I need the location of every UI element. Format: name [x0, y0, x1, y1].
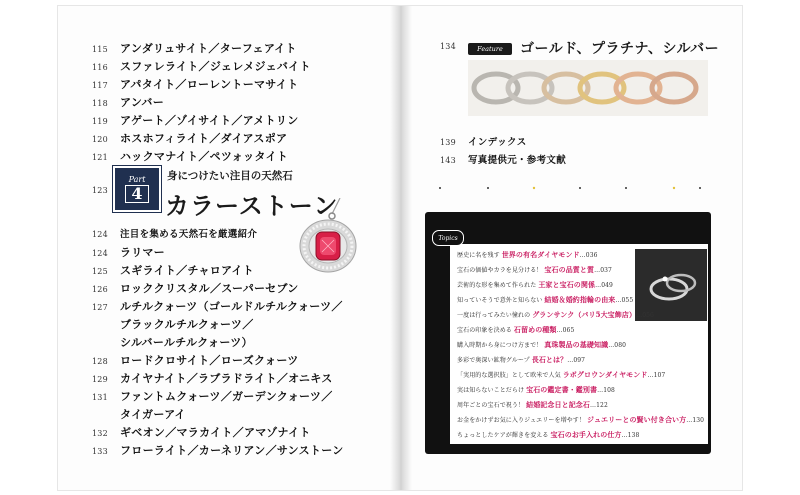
topic-highlight: 長石とは？: [531, 355, 568, 364]
ruby-pendant-image: [288, 198, 368, 278]
toc-entry-page: 117: [92, 81, 108, 90]
topic-lead: 購入時期から身につけ方まで！: [457, 342, 543, 349]
toc-entry-title: アンダリュサイト／ターフェアイト: [120, 42, 297, 55]
topic-lead: 知っていそうで意外と知らない: [457, 297, 543, 304]
toc-entry-title: タイガーアイ: [120, 408, 186, 421]
toc-entry[interactable]: [92, 76, 298, 92]
toc-entry-page: 131: [92, 393, 108, 402]
toc-entry-title: フローライト／カーネリアン／サンストーン: [120, 444, 344, 457]
toc-entry-title: ラリマー: [120, 246, 165, 259]
topic-row[interactable]: [457, 265, 612, 275]
toc-entry-title: インデックス: [468, 137, 527, 148]
toc-entry-page: 116: [92, 63, 108, 72]
toc-entry-title: ロッククリスタル／スーパーセブン: [120, 282, 299, 295]
feature-badge: Feature: [468, 43, 512, 55]
toc-entry[interactable]: [92, 388, 333, 404]
part-badge: [113, 166, 161, 212]
topic-lead: 芸術的な形を集めて作られた: [457, 282, 537, 289]
topic-page: …130: [686, 417, 705, 424]
topic-page: …122: [590, 402, 608, 409]
toc-entry[interactable]: [92, 370, 333, 386]
toc-entry-page: 143: [440, 156, 456, 165]
toc-entry[interactable]: [92, 148, 288, 164]
topic-highlight: 真珠製品の基礎知識: [544, 340, 609, 349]
toc-entry-title: スファレライト／ジェレメジェバイト: [120, 60, 311, 73]
feature-title[interactable]: ゴールド、プラチナ、シルバー: [520, 41, 720, 57]
topic-highlight: 宝石の品質と質: [544, 265, 595, 274]
topic-lead: 一度は行ってみたい憧れの: [457, 312, 531, 319]
toc-entry[interactable]: [92, 298, 343, 314]
toc-entry[interactable]: [92, 40, 297, 56]
toc-entry-title: 注目を集める天然石を厳選紹介: [120, 229, 258, 240]
toc-entry[interactable]: [92, 352, 299, 368]
topic-page: …036: [579, 252, 598, 259]
toc-entry-page: 119: [92, 117, 108, 126]
rings-image: [468, 60, 708, 116]
decorative-dot-rule: [430, 186, 710, 190]
topic-highlight: 王家と宝石の関係: [538, 280, 596, 289]
topic-highlight: 宝石の鑑定書・鑑別書: [526, 385, 598, 394]
topic-lead: 歴史に名を残す: [457, 252, 500, 259]
toc-entry-page: 129: [92, 375, 108, 384]
toc-entry-title: ホスホフィライト／ダイアスポア: [120, 132, 288, 145]
toc-entry-page: 123: [92, 186, 108, 195]
topic-lead: 実は知らないことだらけ: [457, 387, 525, 394]
topic-row[interactable]: [457, 325, 574, 335]
topic-row[interactable]: [457, 385, 615, 395]
toc-entry[interactable]: [92, 94, 164, 110]
part-title[interactable]: カラーストーン: [165, 191, 339, 220]
topic-page: …097: [567, 357, 586, 364]
topic-row[interactable]: [457, 400, 608, 410]
toc-entry-continued: [92, 316, 254, 332]
topic-row[interactable]: [457, 355, 585, 365]
toc-entry[interactable]: [92, 112, 299, 128]
toc-entry-title: シルバールチルクォーツ）: [120, 336, 253, 349]
toc-entry-page: 120: [92, 135, 108, 144]
toc-entry-page: 121: [92, 153, 108, 162]
toc-entry-title: ファントムクォーツ／ガーデンクォーツ／: [120, 390, 333, 403]
toc-entry[interactable]: [92, 58, 311, 74]
toc-entry-title: ブラックルチルクォーツ／: [120, 318, 254, 331]
toc-entry-page: 124: [92, 249, 108, 258]
toc-entry-page: 127: [92, 303, 108, 312]
topic-lead: 宝石の印象を決める: [457, 327, 512, 334]
toc-entry-continued: [92, 334, 253, 350]
topic-highlight: 石留めの種類: [513, 325, 557, 334]
toc-entry-page: 132: [92, 429, 108, 438]
topic-page: …049: [595, 282, 613, 289]
topics-badge: Topics: [432, 230, 464, 246]
topic-page: …055: [615, 297, 634, 304]
toc-entry-page: 124: [92, 230, 108, 239]
topic-highlight: ジュエリーとの賢い付き合い方: [586, 415, 687, 424]
toc-entry[interactable]: [92, 262, 254, 278]
toc-entry[interactable]: [92, 442, 344, 458]
toc-entry[interactable]: [440, 134, 527, 148]
topic-lead: 周年ごとの宝石で祝う！: [457, 402, 525, 409]
toc-entry-title: ルチルクォーツ（ゴールドルチルクォーツ／: [120, 300, 343, 313]
topic-page: …107: [647, 372, 666, 379]
toc-entry-title: 写真提供元・参考文献: [468, 155, 567, 166]
toc-entry-title: ギベオン／マラカイト／アマゾナイト: [120, 426, 311, 439]
toc-entry[interactable]: [92, 226, 257, 240]
topic-row[interactable]: [457, 370, 665, 380]
toc-entry-page: 126: [92, 285, 108, 294]
toc-entry-page: 118: [92, 99, 108, 108]
topic-highlight: グランサンク（パリ5大宝飾店）: [532, 310, 637, 319]
topic-lead: 宝石の価値やカラを見分ける！: [457, 267, 543, 274]
topic-row[interactable]: [457, 280, 613, 290]
topic-page: …037: [594, 267, 612, 274]
toc-entry[interactable]: [92, 280, 299, 296]
topic-highlight: 世界の有名ダイヤモンド: [501, 250, 580, 259]
toc-entry[interactable]: [92, 424, 311, 440]
topic-lead: 「実用的な選択肢」として欧米で人気: [457, 372, 561, 379]
topic-lead: 多彩で奥深い鉱物グループ: [457, 357, 530, 364]
topic-highlight: 結婚＆婚約指輪の由来: [544, 295, 616, 304]
topic-page: …065: [556, 327, 575, 334]
toc-entry[interactable]: [440, 152, 566, 166]
topic-highlight: 宝石のお手入れの仕方: [550, 430, 622, 439]
toc-entry-page: 128: [92, 357, 108, 366]
topic-lead: お金をかけずお気に入りジュエリーを増やす！: [457, 417, 585, 424]
topic-highlight: 結婚記念日と記念石: [526, 400, 591, 409]
topic-row[interactable]: [457, 310, 654, 320]
toc-entry[interactable]: [92, 244, 165, 260]
topic-row[interactable]: [457, 295, 633, 305]
toc-entry-page: 125: [92, 267, 108, 276]
topic-page: …138: [621, 432, 640, 439]
topic-page: …056: [636, 312, 654, 319]
part-number: 4: [125, 185, 148, 203]
toc-entry-title: スギライト／チャロアイト: [120, 264, 254, 277]
topic-row[interactable]: [457, 415, 704, 425]
toc-entry-page: 115: [92, 45, 108, 54]
toc-entry-continued: [92, 406, 186, 422]
toc-entry-page: 134: [440, 42, 456, 51]
topic-row[interactable]: [457, 250, 598, 260]
topic-row[interactable]: [457, 430, 639, 440]
toc-entry-title: アゲート／ゾイサイト／アメトリン: [120, 114, 299, 127]
toc-entry-page: 133: [92, 447, 108, 456]
topic-highlight: ラボグロウンダイヤモンド: [562, 370, 648, 379]
topic-page: …108: [597, 387, 615, 394]
topic-row[interactable]: [457, 340, 626, 350]
feature-page-number[interactable]: [440, 42, 468, 51]
part-kicker: 身につけたい注目の天然石: [167, 170, 293, 182]
part-label: Part: [128, 175, 146, 184]
toc-entry[interactable]: [92, 130, 287, 146]
topic-lead: ちょっとしたケアが輝きを変える: [457, 432, 549, 439]
topic-page: …080: [608, 342, 627, 349]
toc-entry-title: ロードクロサイト／ローズクォーツ: [120, 354, 299, 367]
toc-entry-title: カイヤナイト／ラブラドライト／オニキス: [120, 372, 333, 385]
toc-entry-title: ハックマナイト／ペツォッタイト: [120, 150, 289, 163]
toc-entry-page: 139: [440, 138, 456, 147]
toc-entry-title: アンバー: [120, 96, 164, 109]
page-gutter: [390, 6, 412, 490]
toc-entry-title: アパタイト／ローレントーマサイト: [120, 78, 299, 91]
